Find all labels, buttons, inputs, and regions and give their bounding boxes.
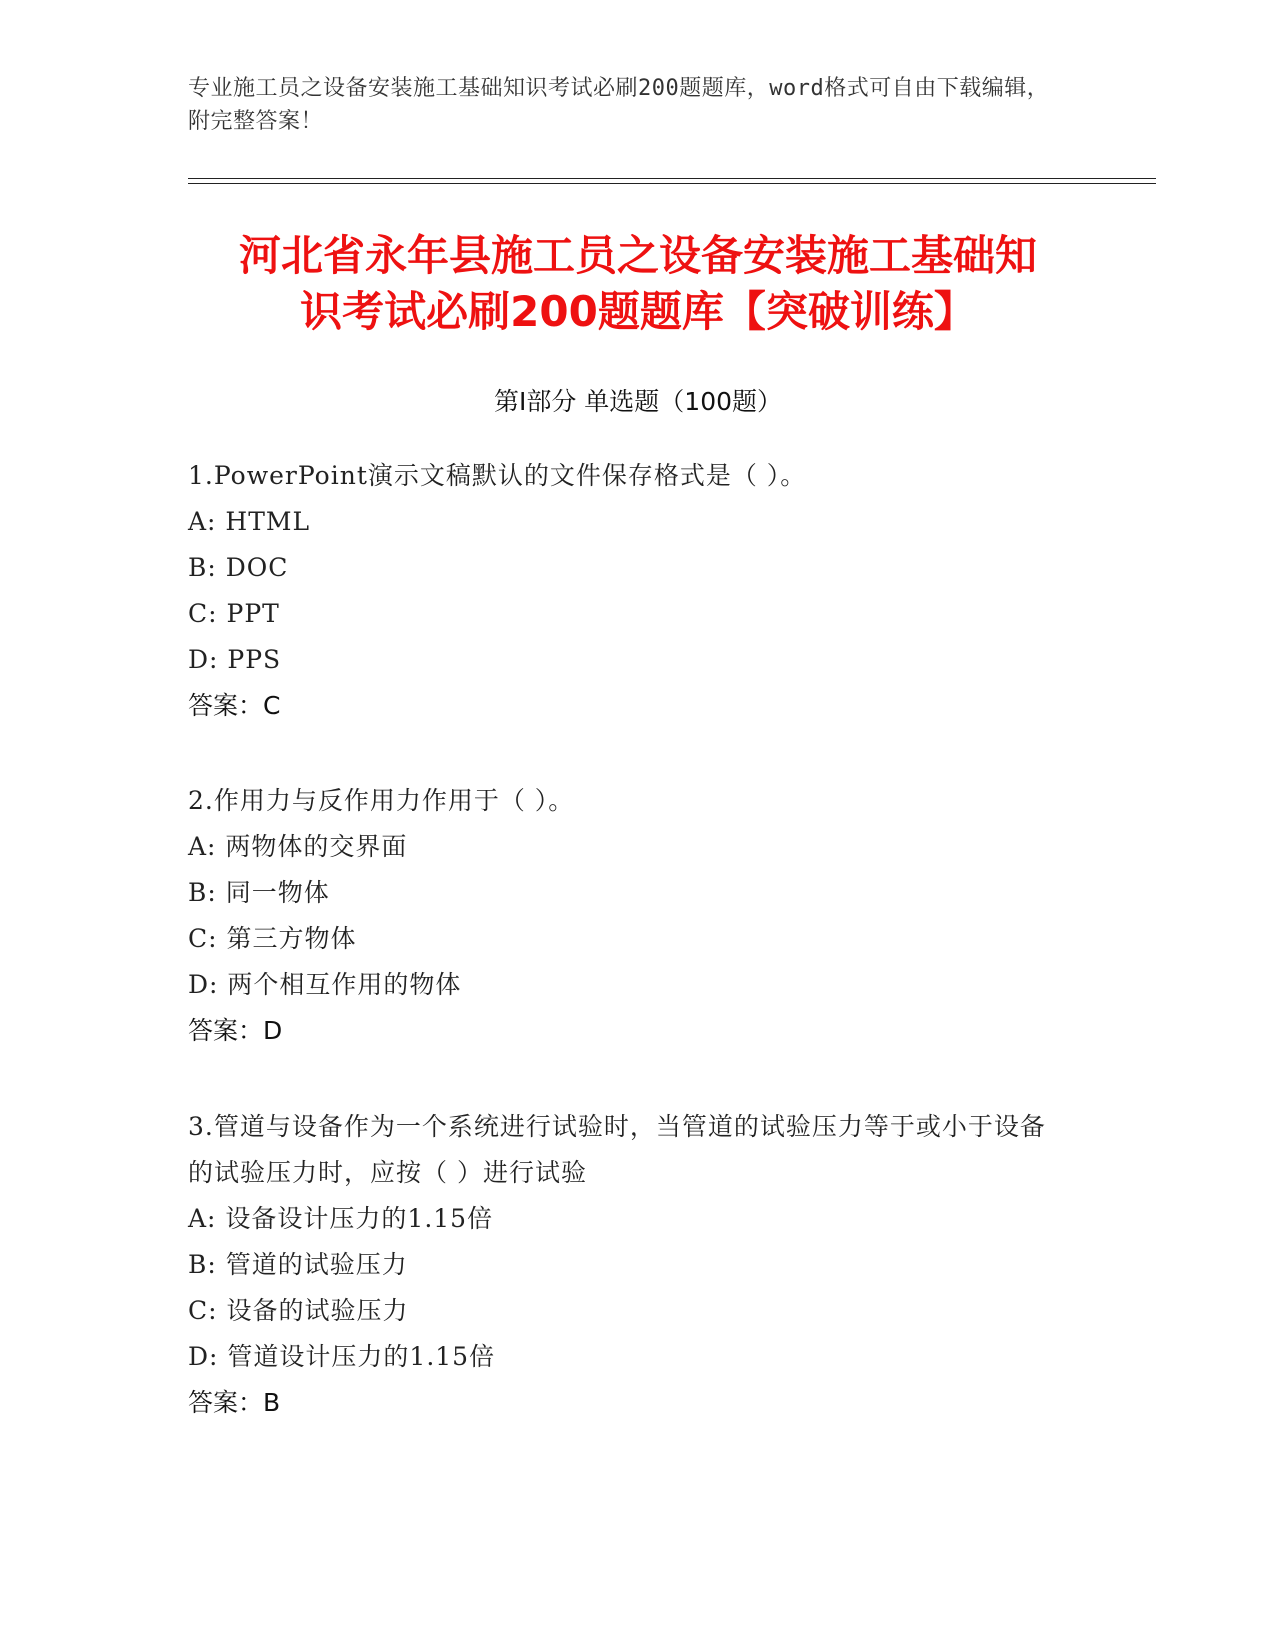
option-b: B: 同一物体 (188, 878, 330, 907)
question-stem: 2.作用力与反作用力作用于（ ）。 (188, 786, 575, 815)
header-divider (188, 178, 1156, 179)
option-c: C: PPT (188, 599, 280, 628)
option-b: B: 管道的试验压力 (188, 1250, 408, 1279)
question-3 (188, 1104, 1088, 1426)
option-d: D: PPS (188, 645, 282, 674)
header-note: 专业施工员之设备安装施工基础知识考试必刷200题题库，word格式可自由下载编辑，附完整答案！ (188, 76, 1050, 134)
question-2 (188, 778, 1088, 1054)
document-title (188, 228, 1088, 340)
question-stem: 1.PowerPoint演示文稿默认的文件保存格式是（ ）。 (188, 461, 807, 490)
document-title-line-1: 河北省永年县施工员之设备安装施工基础知 (238, 231, 1037, 280)
option-b: B: DOC (188, 553, 289, 582)
answer-line: 答案：C (188, 691, 281, 720)
answer-line: 答案：B (188, 1388, 281, 1417)
section-heading: 第Ⅰ部分 单选题（100题） (493, 387, 783, 416)
option-a: A: 两物体的交界面 (188, 832, 408, 861)
header-divider-thin (188, 183, 1156, 184)
option-d: D: 管道设计压力的1.15倍 (188, 1342, 496, 1371)
answer-line: 答案：D (188, 1016, 283, 1045)
option-c: C: 设备的试验压力 (188, 1296, 409, 1325)
option-c: C: 第三方物体 (188, 924, 357, 953)
option-d: D: 两个相互作用的物体 (188, 970, 462, 999)
question-stem: 3.管道与设备作为一个系统进行试验时，当管道的试验压力等于或小于设备的试验压力时，应按（ ）进行试验 (188, 1112, 1046, 1187)
question-1 (188, 453, 1088, 729)
document-title-line-2: 识考试必刷200题题库【突破训练】 (300, 287, 976, 336)
option-a: A: 设备设计压力的1.15倍 (188, 1204, 494, 1233)
option-a: A: HTML (188, 507, 311, 536)
